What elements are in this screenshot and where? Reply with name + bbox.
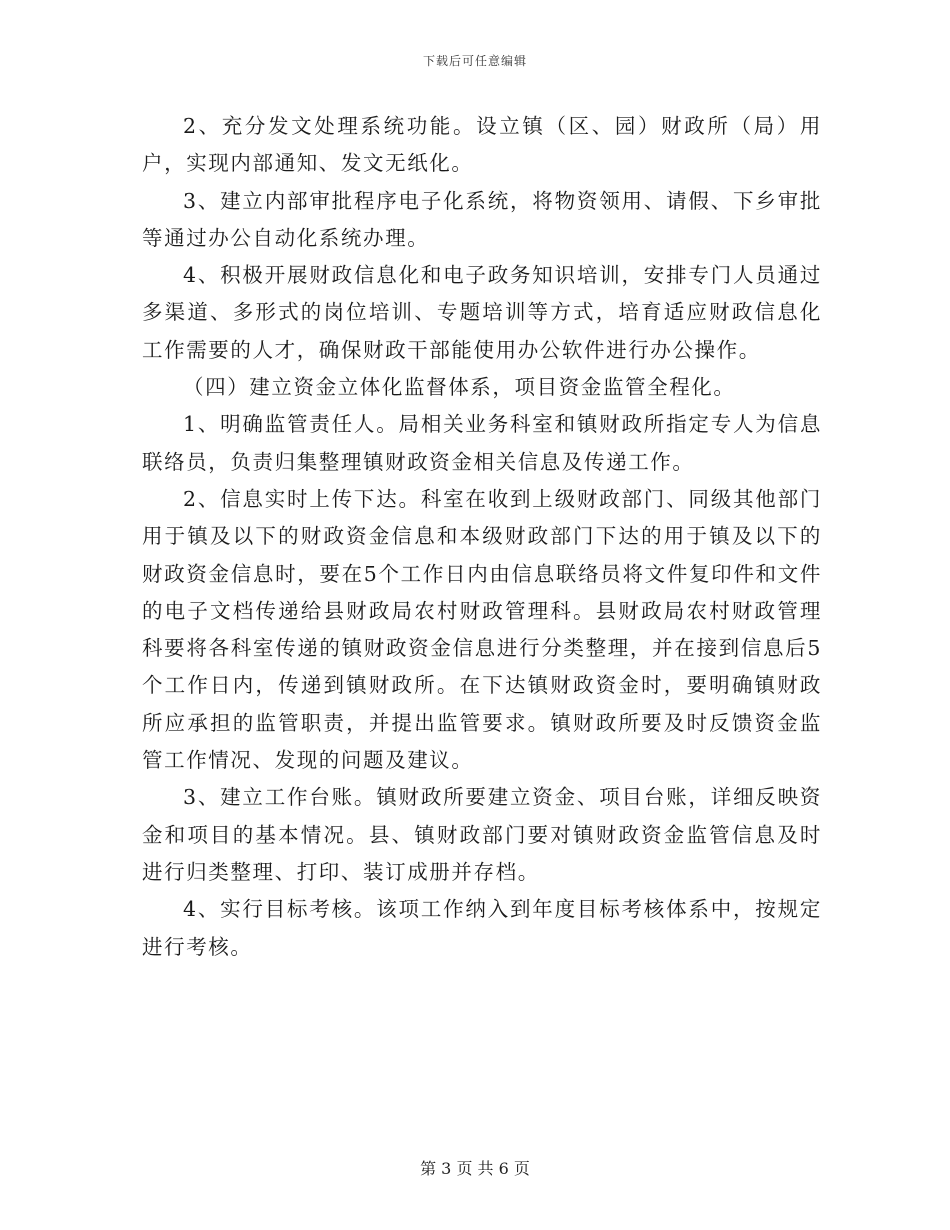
page-header: 下载后可任意编辑 [422,54,527,68]
paragraph: 4、实行目标考核。该项工作纳入到年度目标考核体系中，按规定进行考核。 [142,897,822,959]
paragraph: 3、建立工作台账。镇财政所要建立资金、项目台账，详细反映资金和项目的基本情况。县、镇财政部门要对镇财政资金监管信息及时进行归类整理、打印、装订成册并存档。 [142,785,822,884]
paragraph: 4、积极开展财政信息化和电子政务知识培训，安排专门人员通过多渠道、多形式的岗位培训、专题培训等方式，培育适应财政信息化工作需要的人才，确保财政干部能使用办公软件进行办公操作。 [142,263,822,362]
paragraph: 2、信息实时上传下达。科室在收到上级财政部门、同级其他部门用于镇及以下的财政资金信息和本级财政部门下达的用于镇及以下的财政资金信息时，要在5个工作日内由信息联络员将文件复印件和文件的电子文档传递给县财政局农村财政管理科。县财政局农村财政管理科要将各科室传递的镇财政资金信息进行分类整理，并在接到信息后5个工作日内，传递到镇财政所。在下达镇财政资金时，要明确镇财政所应承担的监管职责，并提出监管要求。镇财政所要及时反馈资金监管工作情况、发现的问题及建议。 [142,486,822,773]
paragraph: 1、明确监管责任人。局相关业务科室和镇财政所指定专人为信息联络员，负责归集整理镇财政资金相关信息及传递工作。 [142,412,822,474]
section-heading: （四）建立资金立体化监督体系，项目资金监管全程化。 [183,375,736,400]
document-body [142,108,822,966]
paragraph: 3、建立内部审批程序电子化系统，将物资领用、请假、下乡审批等通过办公自动化系统办理。 [142,188,822,250]
paragraph: 2、充分发文处理系统功能。设立镇（区、园）财政所（局）用户，实现内部通知、发文无纸化。 [142,114,822,176]
page-number: 第 3 页 共 6 页 [420,1159,530,1178]
